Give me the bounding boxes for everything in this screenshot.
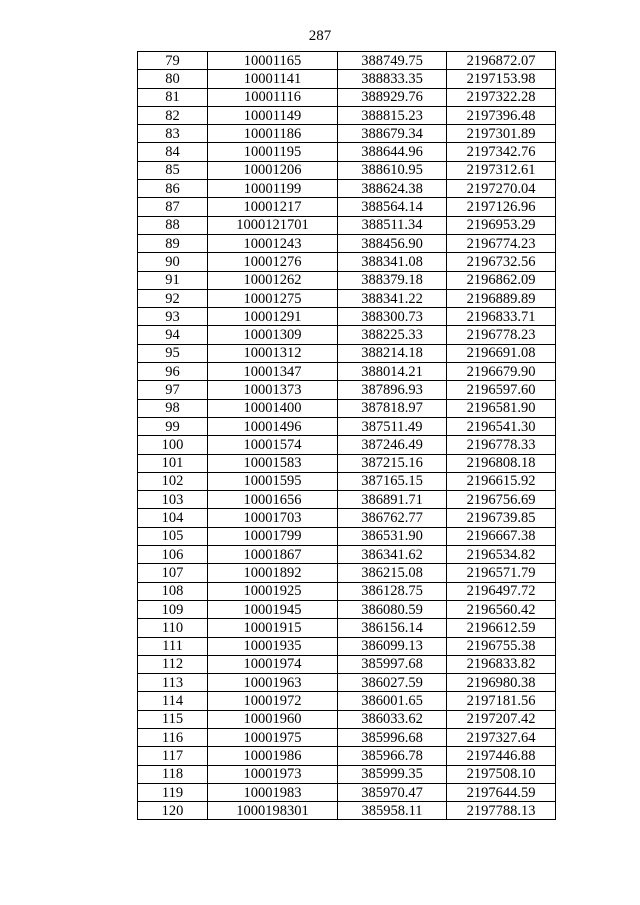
x-coordinate-cell: 388511.34 (338, 216, 447, 234)
row-number-cell: 106 (138, 546, 208, 564)
point-id-cell: 10001276 (208, 253, 338, 271)
x-coordinate-cell: 388564.14 (338, 198, 447, 216)
x-coordinate-cell: 388379.18 (338, 271, 447, 289)
y-coordinate-cell: 2196571.79 (447, 564, 556, 582)
table-row (138, 509, 556, 527)
point-id-cell: 10001892 (208, 564, 338, 582)
table-row (138, 70, 556, 88)
x-coordinate-cell: 388225.33 (338, 326, 447, 344)
row-number-cell: 101 (138, 454, 208, 472)
y-coordinate-cell: 2196615.92 (447, 472, 556, 490)
x-coordinate-cell: 387818.97 (338, 399, 447, 417)
table-row (138, 326, 556, 344)
x-coordinate-cell: 385996.68 (338, 728, 447, 746)
point-id-cell: 10001945 (208, 600, 338, 618)
row-number-cell: 119 (138, 783, 208, 801)
x-coordinate-cell: 388833.35 (338, 70, 447, 88)
y-coordinate-cell: 2197446.88 (447, 747, 556, 765)
x-coordinate-cell: 385999.35 (338, 765, 447, 783)
point-id-cell: 10001275 (208, 289, 338, 307)
row-number-cell: 82 (138, 106, 208, 124)
point-id-cell: 10001972 (208, 692, 338, 710)
point-id-cell: 10001595 (208, 472, 338, 490)
y-coordinate-cell: 2197301.89 (447, 125, 556, 143)
point-id-cell: 10001291 (208, 308, 338, 326)
x-coordinate-cell: 386891.71 (338, 491, 447, 509)
y-coordinate-cell: 2196833.82 (447, 655, 556, 673)
x-coordinate-cell: 388624.38 (338, 180, 447, 198)
x-coordinate-cell: 388749.75 (338, 52, 447, 70)
point-id-cell: 1000121701 (208, 216, 338, 234)
x-coordinate-cell: 385997.68 (338, 655, 447, 673)
table-row (138, 546, 556, 564)
row-number-cell: 94 (138, 326, 208, 344)
y-coordinate-cell: 2196756.69 (447, 491, 556, 509)
table-row (138, 381, 556, 399)
row-number-cell: 86 (138, 180, 208, 198)
y-coordinate-cell: 2196872.07 (447, 52, 556, 70)
table-row (138, 289, 556, 307)
y-coordinate-cell: 2197327.64 (447, 728, 556, 746)
row-number-cell: 111 (138, 637, 208, 655)
row-number-cell: 88 (138, 216, 208, 234)
row-number-cell: 107 (138, 564, 208, 582)
y-coordinate-cell: 2196953.29 (447, 216, 556, 234)
x-coordinate-cell: 388610.95 (338, 161, 447, 179)
row-number-cell: 116 (138, 728, 208, 746)
point-id-cell: 10001373 (208, 381, 338, 399)
row-number-cell: 84 (138, 143, 208, 161)
point-id-cell: 10001312 (208, 344, 338, 362)
table-row (138, 436, 556, 454)
table-row (138, 417, 556, 435)
x-coordinate-cell: 388300.73 (338, 308, 447, 326)
point-id-cell: 10001960 (208, 710, 338, 728)
row-number-cell: 112 (138, 655, 208, 673)
y-coordinate-cell: 2196808.18 (447, 454, 556, 472)
table-row (138, 454, 556, 472)
y-coordinate-cell: 2197207.42 (447, 710, 556, 728)
y-coordinate-cell: 2196833.71 (447, 308, 556, 326)
y-coordinate-cell: 2196560.42 (447, 600, 556, 618)
x-coordinate-cell: 388679.34 (338, 125, 447, 143)
row-number-cell: 79 (138, 52, 208, 70)
table-row (138, 765, 556, 783)
row-number-cell: 120 (138, 802, 208, 820)
coordinates-table-body (138, 52, 556, 820)
row-number-cell: 104 (138, 509, 208, 527)
x-coordinate-cell: 386099.13 (338, 637, 447, 655)
x-coordinate-cell: 387215.16 (338, 454, 447, 472)
table-row (138, 637, 556, 655)
table-row (138, 472, 556, 490)
row-number-cell: 109 (138, 600, 208, 618)
point-id-cell: 10001974 (208, 655, 338, 673)
point-id-cell: 10001195 (208, 143, 338, 161)
x-coordinate-cell: 386762.77 (338, 509, 447, 527)
y-coordinate-cell: 2196612.59 (447, 619, 556, 637)
page-number: 287 (308, 28, 332, 44)
y-coordinate-cell: 2197788.13 (447, 802, 556, 820)
point-id-cell: 10001186 (208, 125, 338, 143)
table-row (138, 125, 556, 143)
x-coordinate-cell: 388929.76 (338, 88, 447, 106)
table-row (138, 216, 556, 234)
row-number-cell: 93 (138, 308, 208, 326)
point-id-cell: 10001262 (208, 271, 338, 289)
row-number-cell: 80 (138, 70, 208, 88)
point-id-cell: 10001574 (208, 436, 338, 454)
row-number-cell: 85 (138, 161, 208, 179)
y-coordinate-cell: 2196534.82 (447, 546, 556, 564)
x-coordinate-cell: 386027.59 (338, 674, 447, 692)
row-number-cell: 114 (138, 692, 208, 710)
y-coordinate-cell: 2196889.89 (447, 289, 556, 307)
x-coordinate-cell: 386080.59 (338, 600, 447, 618)
row-number-cell: 108 (138, 582, 208, 600)
point-id-cell: 10001867 (208, 546, 338, 564)
row-number-cell: 115 (138, 710, 208, 728)
point-id-cell: 10001983 (208, 783, 338, 801)
table-row (138, 198, 556, 216)
point-id-cell: 10001347 (208, 363, 338, 381)
y-coordinate-cell: 2196862.09 (447, 271, 556, 289)
point-id-cell: 10001141 (208, 70, 338, 88)
table-row (138, 655, 556, 673)
table-row (138, 728, 556, 746)
table-row (138, 491, 556, 509)
point-id-cell: 10001915 (208, 619, 338, 637)
x-coordinate-cell: 386001.65 (338, 692, 447, 710)
row-number-cell: 96 (138, 363, 208, 381)
coordinates-table (137, 51, 556, 820)
point-id-cell: 10001206 (208, 161, 338, 179)
y-coordinate-cell: 2196778.33 (447, 436, 556, 454)
y-coordinate-cell: 2196980.38 (447, 674, 556, 692)
row-number-cell: 89 (138, 234, 208, 252)
y-coordinate-cell: 2196541.30 (447, 417, 556, 435)
row-number-cell: 110 (138, 619, 208, 637)
table-row (138, 106, 556, 124)
x-coordinate-cell: 388456.90 (338, 234, 447, 252)
x-coordinate-cell: 387896.93 (338, 381, 447, 399)
table-row (138, 344, 556, 362)
row-number-cell: 100 (138, 436, 208, 454)
table-row (138, 692, 556, 710)
x-coordinate-cell: 386341.62 (338, 546, 447, 564)
row-number-cell: 95 (138, 344, 208, 362)
row-number-cell: 97 (138, 381, 208, 399)
x-coordinate-cell: 386128.75 (338, 582, 447, 600)
x-coordinate-cell: 387165.15 (338, 472, 447, 490)
table-row (138, 271, 556, 289)
x-coordinate-cell: 388341.08 (338, 253, 447, 271)
point-id-cell: 10001973 (208, 765, 338, 783)
point-id-cell: 10001963 (208, 674, 338, 692)
x-coordinate-cell: 386215.08 (338, 564, 447, 582)
x-coordinate-cell: 386033.62 (338, 710, 447, 728)
y-coordinate-cell: 2196778.23 (447, 326, 556, 344)
row-number-cell: 92 (138, 289, 208, 307)
y-coordinate-cell: 2196497.72 (447, 582, 556, 600)
y-coordinate-cell: 2196679.90 (447, 363, 556, 381)
table-row (138, 234, 556, 252)
y-coordinate-cell: 2196739.85 (447, 509, 556, 527)
y-coordinate-cell: 2197396.48 (447, 106, 556, 124)
table-row (138, 143, 556, 161)
y-coordinate-cell: 2197342.76 (447, 143, 556, 161)
point-id-cell: 10001243 (208, 234, 338, 252)
table-row (138, 783, 556, 801)
table-row (138, 527, 556, 545)
y-coordinate-cell: 2197270.04 (447, 180, 556, 198)
x-coordinate-cell: 388644.96 (338, 143, 447, 161)
point-id-cell: 10001799 (208, 527, 338, 545)
y-coordinate-cell: 2197312.61 (447, 161, 556, 179)
y-coordinate-cell: 2197153.98 (447, 70, 556, 88)
y-coordinate-cell: 2196691.08 (447, 344, 556, 362)
x-coordinate-cell: 385966.78 (338, 747, 447, 765)
point-id-cell: 10001583 (208, 454, 338, 472)
point-id-cell: 10001975 (208, 728, 338, 746)
point-id-cell: 10001400 (208, 399, 338, 417)
row-number-cell: 105 (138, 527, 208, 545)
table-row (138, 582, 556, 600)
y-coordinate-cell: 2197508.10 (447, 765, 556, 783)
point-id-cell: 10001925 (208, 582, 338, 600)
y-coordinate-cell: 2196597.60 (447, 381, 556, 399)
row-number-cell: 83 (138, 125, 208, 143)
y-coordinate-cell: 2196667.38 (447, 527, 556, 545)
table-row (138, 52, 556, 70)
y-coordinate-cell: 2196581.90 (447, 399, 556, 417)
row-number-cell: 103 (138, 491, 208, 509)
table-row (138, 363, 556, 381)
x-coordinate-cell: 387246.49 (338, 436, 447, 454)
row-number-cell: 118 (138, 765, 208, 783)
point-id-cell: 10001165 (208, 52, 338, 70)
x-coordinate-cell: 388214.18 (338, 344, 447, 362)
table-row (138, 253, 556, 271)
point-id-cell: 10001656 (208, 491, 338, 509)
table-row (138, 180, 556, 198)
row-number-cell: 102 (138, 472, 208, 490)
point-id-cell: 10001149 (208, 106, 338, 124)
row-number-cell: 99 (138, 417, 208, 435)
table-row (138, 399, 556, 417)
table-row (138, 564, 556, 582)
point-id-cell: 10001309 (208, 326, 338, 344)
table-row (138, 747, 556, 765)
x-coordinate-cell: 386156.14 (338, 619, 447, 637)
table-row (138, 802, 556, 820)
x-coordinate-cell: 388341.22 (338, 289, 447, 307)
row-number-cell: 113 (138, 674, 208, 692)
table-row (138, 710, 556, 728)
y-coordinate-cell: 2196732.56 (447, 253, 556, 271)
x-coordinate-cell: 387511.49 (338, 417, 447, 435)
y-coordinate-cell: 2196774.23 (447, 234, 556, 252)
row-number-cell: 91 (138, 271, 208, 289)
point-id-cell: 1000198301 (208, 802, 338, 820)
row-number-cell: 81 (138, 88, 208, 106)
table-row (138, 88, 556, 106)
point-id-cell: 10001199 (208, 180, 338, 198)
table-row (138, 308, 556, 326)
table-row (138, 161, 556, 179)
y-coordinate-cell: 2197126.96 (447, 198, 556, 216)
x-coordinate-cell: 385958.11 (338, 802, 447, 820)
point-id-cell: 10001986 (208, 747, 338, 765)
x-coordinate-cell: 386531.90 (338, 527, 447, 545)
y-coordinate-cell: 2197181.56 (447, 692, 556, 710)
table-row (138, 619, 556, 637)
row-number-cell: 87 (138, 198, 208, 216)
row-number-cell: 117 (138, 747, 208, 765)
table-row (138, 600, 556, 618)
row-number-cell: 98 (138, 399, 208, 417)
x-coordinate-cell: 388815.23 (338, 106, 447, 124)
y-coordinate-cell: 2197322.28 (447, 88, 556, 106)
point-id-cell: 10001935 (208, 637, 338, 655)
y-coordinate-cell: 2196755.38 (447, 637, 556, 655)
table-row (138, 674, 556, 692)
point-id-cell: 10001217 (208, 198, 338, 216)
point-id-cell: 10001116 (208, 88, 338, 106)
point-id-cell: 10001703 (208, 509, 338, 527)
point-id-cell: 10001496 (208, 417, 338, 435)
x-coordinate-cell: 388014.21 (338, 363, 447, 381)
x-coordinate-cell: 385970.47 (338, 783, 447, 801)
row-number-cell: 90 (138, 253, 208, 271)
y-coordinate-cell: 2197644.59 (447, 783, 556, 801)
